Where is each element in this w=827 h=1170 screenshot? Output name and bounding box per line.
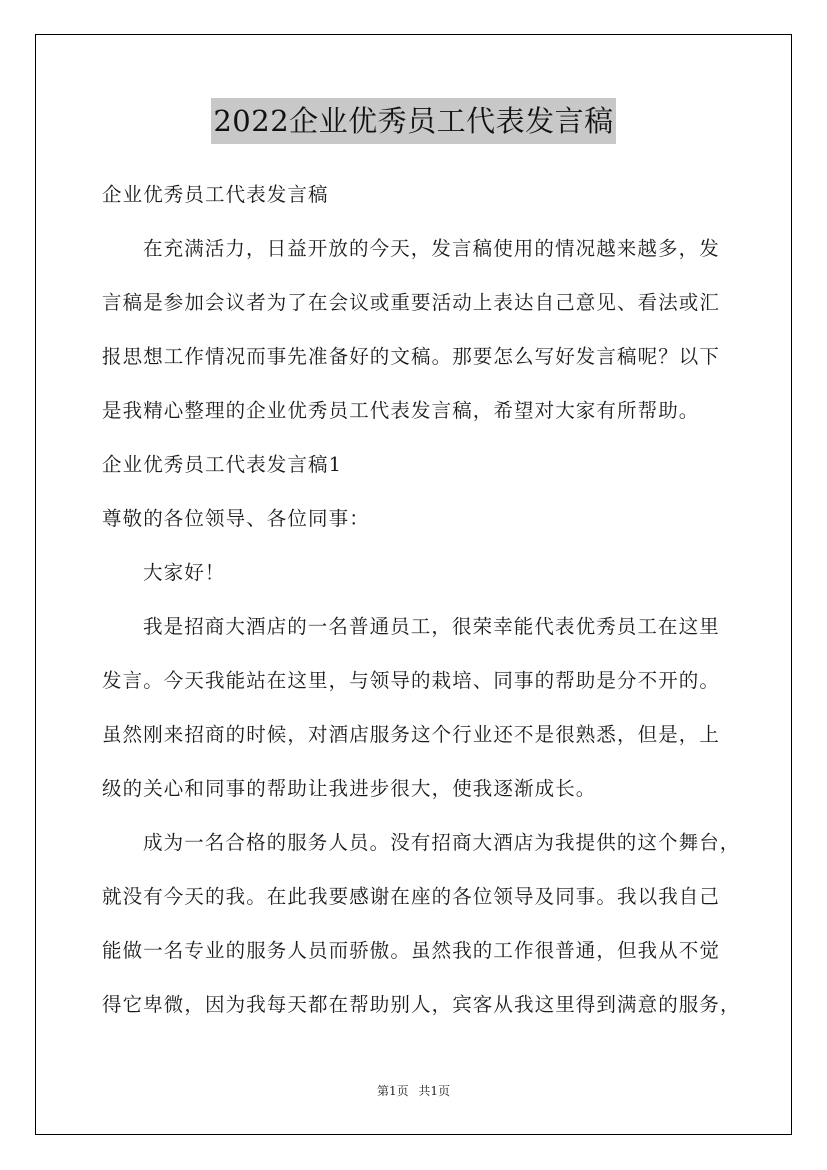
section-heading: 企业优秀员工代表发言稿1 [102, 453, 343, 476]
greeting: 大家好！ [143, 561, 226, 584]
title-container [0, 98, 827, 144]
paragraph-line: 发言。今天我能站在这里，与领导的栽培、同事的帮助是分不开的。 [102, 669, 721, 692]
paragraph-line: 在充满活力，日益开放的今天，发言稿使用的情况越来越多，发 [143, 237, 720, 260]
paragraph-line: 成为一名合格的服务人员。没有招商大酒店为我提供的这个舞台， [143, 831, 741, 854]
salutation: 尊敬的各位领导、各位同事： [102, 507, 370, 530]
document-title: 2022企业优秀员工代表发言稿 [211, 98, 615, 144]
paragraph-line: 言稿是参加会议者为了在会议或重要活动上表达自己意见、看法或汇 [102, 291, 721, 314]
paragraph-line: 报思想工作情况而事先准备好的文稿。那要怎么写好发言稿呢？以下 [102, 345, 721, 368]
paragraph-line: 能做一名专业的服务人员而骄傲。虽然我的工作很普通，但我从不觉 [102, 939, 721, 962]
paragraph-line: 就没有今天的我。在此我要感谢在座的各位领导及同事。我以我自己 [102, 885, 721, 908]
paragraph-line: 我是招商大酒店的一名普通员工，很荣幸能代表优秀员工在这里 [143, 615, 720, 638]
page-total: 共1页 [418, 1084, 451, 1098]
paragraph-line: 得它卑微，因为我每天都在帮助别人，宾客从我这里得到满意的服务， [102, 993, 741, 1016]
paragraph-line: 级的关心和同事的帮助让我进步很大，使我逐渐成长。 [102, 777, 597, 800]
paragraph-line: 虽然刚来招商的时候，对酒店服务这个行业还不是很熟悉，但是，上 [102, 723, 721, 746]
page-footer [0, 1083, 827, 1099]
page-number: 第1页 [376, 1084, 409, 1098]
subtitle: 企业优秀员工代表发言稿 [102, 183, 329, 206]
paragraph-line: 是我精心整理的企业优秀员工代表发言稿，希望对大家有所帮助。 [102, 399, 700, 422]
